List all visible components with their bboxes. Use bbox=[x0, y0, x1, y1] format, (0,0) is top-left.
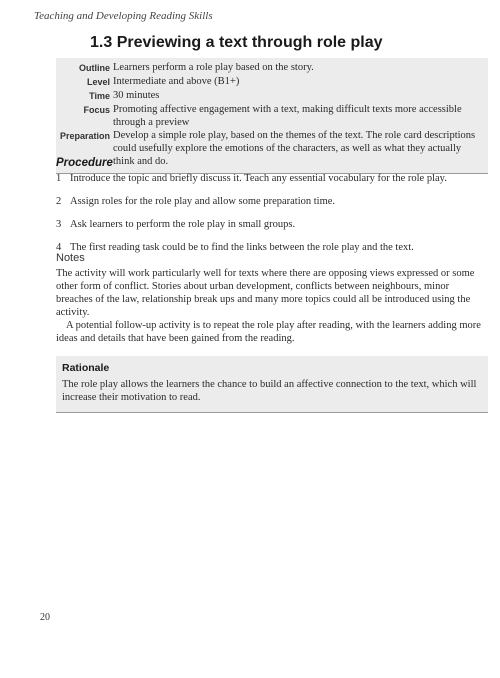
info-label: Focus bbox=[83, 105, 110, 115]
step-number: 1 bbox=[56, 173, 62, 184]
procedure-step bbox=[56, 172, 488, 185]
activity-info-box bbox=[56, 58, 488, 174]
step-text: Ask learners to perform the role play in small groups. bbox=[70, 219, 296, 230]
procedure-step bbox=[56, 218, 488, 231]
info-value: 30 minutes bbox=[113, 90, 160, 101]
info-value: Intermediate and above (B1+) bbox=[113, 76, 240, 87]
step-text: The first reading task could be to find the links between the role play and the text. bbox=[70, 242, 414, 253]
info-label: Preparation bbox=[59, 131, 110, 141]
procedure-step bbox=[56, 241, 488, 254]
rationale-box bbox=[56, 356, 488, 413]
rationale-text: The role play allows the learners the chance to build an affective connection to the text, which will increase their motivation to read. bbox=[62, 379, 477, 403]
step-text: Assign roles for the role play and allow some preparation time. bbox=[70, 196, 336, 207]
info-row-outline bbox=[56, 61, 488, 75]
notes-body bbox=[56, 267, 488, 345]
notes-paragraph: A potential follow-up activity is to repeat the role play after reading, with the learners adding more ideas and details that have been gained from the reading. bbox=[56, 320, 481, 344]
step-number: 4 bbox=[56, 242, 62, 253]
info-label: Level bbox=[86, 77, 110, 87]
step-number: 2 bbox=[56, 196, 62, 207]
section-title: 1.3 Previewing a text through role play bbox=[90, 34, 383, 51]
notes-heading: Notes bbox=[56, 252, 85, 264]
info-row-level bbox=[56, 75, 488, 89]
notes-paragraph: The activity will work particularly well for texts where there are opposing views expressed or some other form of conflict. Stories about urban development, conflicts between neighbours, minor breaches of the law, relationship break ups and many more topics could all be introduced using the activity. bbox=[56, 268, 475, 318]
info-label: Time bbox=[89, 91, 110, 101]
running-head: Teaching and Developing Reading Skills bbox=[34, 10, 213, 22]
step-number: 3 bbox=[56, 219, 62, 230]
info-row-preparation bbox=[56, 129, 488, 168]
info-value: Learners perform a role play based on the story. bbox=[113, 62, 314, 73]
procedure-heading: Procedure bbox=[56, 157, 113, 169]
info-row-time bbox=[56, 89, 488, 103]
procedure-steps bbox=[56, 172, 488, 264]
info-value: Promoting affective engagement with a text, making difficult texts more accessible through a preview bbox=[113, 104, 462, 128]
rationale-heading: Rationale bbox=[62, 362, 110, 374]
page-number: 20 bbox=[40, 612, 50, 623]
info-label: Outline bbox=[79, 63, 110, 73]
info-value: Develop a simple role play, based on the themes of the text. The role card descriptions could usefully explore the emotions of the characters, as well as what they actually think and do. bbox=[113, 130, 476, 167]
step-text: Introduce the topic and briefly discuss it. Teach any essential vocabulary for the role play. bbox=[70, 173, 447, 184]
info-row-focus bbox=[56, 103, 488, 129]
procedure-step bbox=[56, 195, 488, 208]
